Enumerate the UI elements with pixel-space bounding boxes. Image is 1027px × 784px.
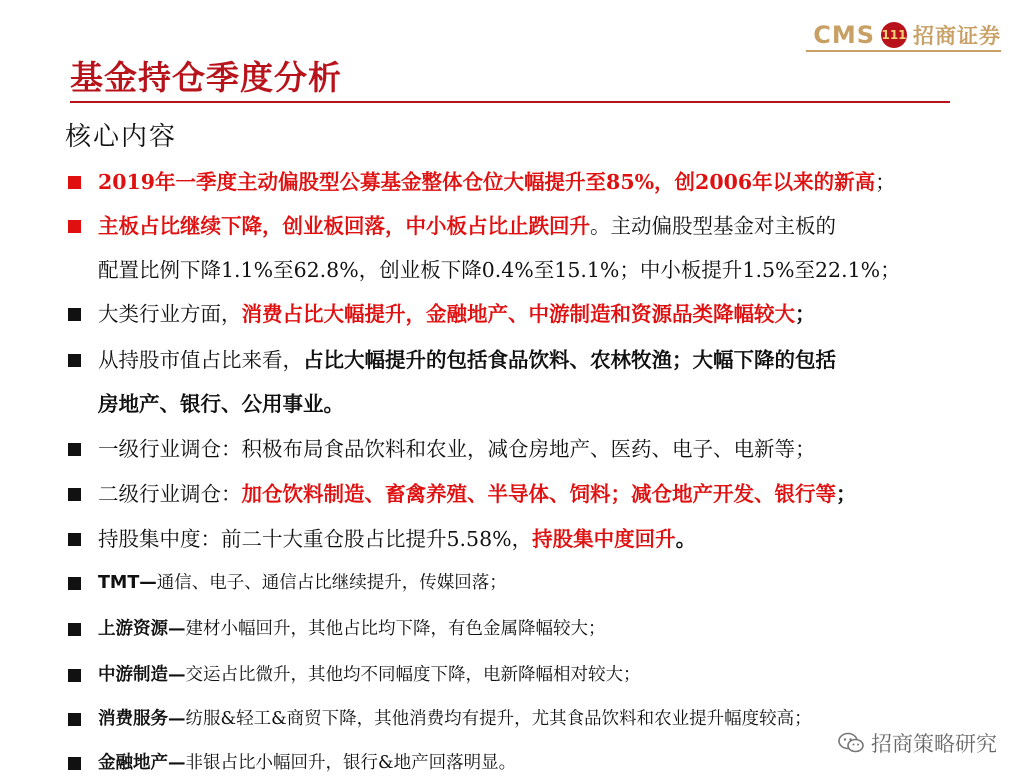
bullet-2-highlight: 主板占比继续下降，创业板回落，中小板占比止跌回升: [98, 214, 590, 238]
logo-cms-text: CMS: [813, 21, 875, 49]
bullet-6: [68, 472, 857, 516]
bullet-4-line2: 房地产、银行、公用事业。: [98, 392, 344, 416]
bullet-9-label: 上游资源—: [98, 619, 186, 639]
bullet-6-lead: 二级行业调仓：: [98, 482, 242, 506]
bullet-3: [68, 292, 816, 336]
bullet-marker: [68, 220, 81, 233]
bullet-6-tail: ；: [836, 482, 857, 506]
bullet-4-bold-line1: 占比大幅提升的包括食品饮料、农林牧渔；大幅下降的包括: [303, 348, 836, 372]
bullet-marker: [68, 669, 81, 682]
bullet-2-line2: 配置比例下降1.1%至62.8%，创业板下降0.4%至15.1%；中小板提升1.5%至22.1%；: [98, 258, 901, 282]
bullet-5: [68, 427, 816, 471]
bullet-7: [68, 517, 696, 561]
bullet-3-tail: ；: [795, 302, 816, 326]
bullet-8-label: TMT—: [98, 573, 157, 593]
logo-cn-text: 招商证券: [913, 24, 1001, 48]
bullet-1: [68, 160, 896, 204]
bullet-1-tail: ；: [875, 170, 896, 194]
bullet-marker: [68, 623, 81, 636]
bullet-8: [68, 570, 507, 596]
bullet-8-text: 通信、电子、通信占比继续提升，传媒回落；: [156, 573, 507, 593]
bullet-marker: [68, 443, 81, 456]
bullet-10-text: 交运占比微升，其他均不同幅度下降，电新降幅相对较大；: [185, 665, 641, 685]
bullet-4-lead: 从持股市值占比来看，: [98, 348, 303, 372]
bullet-10: [68, 662, 641, 688]
bullet-11-text: 纺服&轻工&商贸下降，其他消费均有提升，尤其食品饮料和农业提升幅度较高；: [185, 709, 812, 729]
title-divider: [70, 101, 950, 103]
bullet-11: [68, 706, 812, 732]
bullet-marker: [68, 308, 81, 321]
bullet-9: [68, 616, 606, 642]
watermark-text: 招商策略研究: [871, 732, 997, 756]
bullet-marker: [68, 577, 81, 590]
bullet-10-label: 中游制造—: [98, 665, 186, 685]
bullet-marker: [68, 488, 81, 501]
bullet-marker: [68, 533, 81, 546]
bullet-12: [68, 750, 516, 776]
bullet-2-rest: 。主动偏股型基金对主板的: [590, 214, 836, 238]
bullet-12-text: 非银占比小幅回升，银行&地产回落明显。: [185, 753, 517, 773]
bullet-11-label: 消费服务—: [98, 709, 186, 729]
section-heading: 核心内容: [65, 122, 178, 152]
wechat-icon: [837, 731, 865, 755]
bullet-9-text: 建材小幅回升，其他占比均下降，有色金属降幅较大；: [185, 619, 606, 639]
bullet-7-highlight: 持股集中度回升: [532, 527, 676, 551]
bullet-6-highlight: 加仓饮料制造、畜禽养殖、半导体、饲料；减仓地产开发、银行等: [241, 482, 836, 506]
logo-mark-icon: 111: [881, 22, 907, 48]
watermark: [837, 728, 997, 758]
brand-logo: [813, 20, 1001, 50]
bullet-2: [68, 204, 836, 248]
bullet-marker: [68, 757, 81, 770]
bullet-7-lead: 持股集中度：前二十大重仓股占比提升5.58%，: [98, 527, 533, 551]
page-title: 基金持仓季度分析: [70, 58, 342, 97]
bullet-3-highlight: 消费占比大幅提升，金融地产、中游制造和资源品类降幅较大: [241, 302, 795, 326]
bullet-marker: [68, 354, 81, 367]
bullet-5-text: 一级行业调仓：积极布局食品饮料和农业，减仓房地产、医药、电子、电新等；: [98, 437, 816, 461]
bullet-4: [68, 338, 836, 382]
bullet-1-highlight: 2019年一季度主动偏股型公募基金整体仓位大幅提升至85%，创2006年以来的新高: [98, 170, 876, 194]
bullet-marker: [68, 176, 81, 189]
bullet-12-label: 金融地产—: [98, 753, 186, 773]
bullet-3-lead: 大类行业方面，: [98, 302, 242, 326]
bullet-marker: [68, 713, 81, 726]
logo-underline: [806, 50, 1001, 52]
bullet-7-tail: 。: [675, 527, 697, 551]
